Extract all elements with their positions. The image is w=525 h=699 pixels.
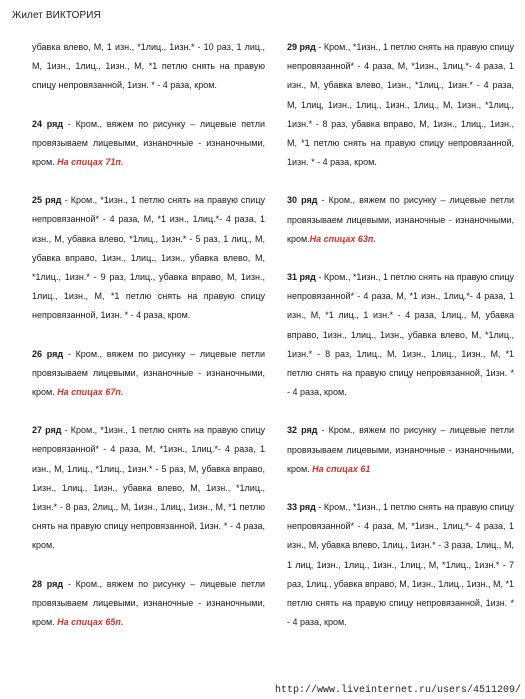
row-paragraph bbox=[32, 345, 265, 403]
row-paragraph bbox=[287, 268, 514, 402]
left-column bbox=[32, 38, 265, 651]
row-text: - Кром., *1изн., 1 петлю снять на правую спицу непровязанной* - 4 раза, М, *1 изн., 1лиц.*- 4 раза, 1 изн., М, убавка влево, *1лиц., 1изн.* - 5 раз, 1 лиц., М, убавка вправо, 1изн., 1лиц., 1изн., убавка влево, М, *1лиц., 1изн.* - 9 раз, 1лиц., убавка вправо, М, 1изн., 1лиц., 1изн., М, *1 петлю снять на правую спицу непровязанной, 1изн. * - 4 раза, кром. bbox=[32, 195, 265, 321]
row-label: 33 ряд bbox=[287, 502, 316, 513]
row-label: 30 ряд bbox=[287, 195, 318, 206]
row-paragraph bbox=[32, 38, 265, 96]
row-text: - Кром., вяжем по рисунку – лицевые петли провязываем лицевыми, изнаночные - изнаночными, кром. bbox=[32, 578, 265, 628]
row-paragraph bbox=[32, 421, 265, 555]
row-label: 31 ряд bbox=[287, 272, 316, 283]
row-text: убавка влево, М, 1 изн., *1лиц., 1изн.* - 10 раз, 1 лиц., М, 1изн., 1лиц., 1изн., М, *1 петлю снять на правую спицу непровязанной, 1изн. * - 4 раза, кром. bbox=[32, 42, 265, 91]
stitch-count: На спицах 65п. bbox=[57, 617, 124, 628]
row-text: - Кром., *1изн., 1 петлю снять на правую спицу непровязанной* - 4 раза, М, *1изн., 1лиц.*- 4 раза, 1 изн., М, 1лиц., *1лиц., 1изн.* - 5 раз, М, убавка вправо, 1изн., 1лиц., 1изн., убавка влево, М, 1изн., *1лиц., 1изн.* - 8 раз, 2лиц., М, 1изн., 1лиц., 1изн., М, *1 петлю снять на правую спицу непровязанной, 1изн. * - 4 раза, кром. bbox=[32, 425, 265, 551]
right-column bbox=[287, 38, 514, 651]
row-paragraph bbox=[287, 38, 514, 172]
row-label: 26 ряд bbox=[32, 348, 64, 359]
stitch-count: На спицах 61 bbox=[312, 463, 371, 474]
row-label: 32 ряд bbox=[287, 425, 318, 436]
row-paragraph bbox=[32, 115, 265, 173]
stitch-count: На спицах 71п. bbox=[57, 157, 124, 168]
row-paragraph bbox=[32, 191, 265, 325]
row-text: - Кром., вяжем по рисунку – лицевые петли провязываем лицевыми, изнаночные - изнаночными, кром. bbox=[287, 195, 515, 244]
row-text: - Кром., вяжем по рисунку – лицевые петли провязываем лицевыми, изнаночные - изнаночными, кром. bbox=[32, 348, 265, 398]
row-text: - Кром., *1изн., 1 петлю снять на правую спицу непровязанной* - 4 раза, М, *1 изн., 1лиц.*- 4 раза, 1 изн., М, *1 лиц., 1 изн.* - 4 раза, 1лиц., М, убавка вправо, 1изн., 1лиц., 1изн., убавка влево, М, *1лиц., 1изн.* - 8 раз, 1лиц., М, 1изн., 1лиц., 1изн., М, *1 петлю снять на правую спицу непровязанной, 1изн. * - 4 раза, кром. bbox=[287, 272, 514, 398]
row-label: 25 ряд bbox=[32, 195, 62, 206]
source-url-watermark: http://www.liveinternet.ru/users/4511209/ bbox=[274, 685, 521, 696]
stitch-count: На спицах 67п. bbox=[57, 387, 124, 398]
row-label: 24 ряд bbox=[32, 118, 64, 129]
row-text: - Кром., *1изн., 1 петлю снять на правую спицу непровязанной* - 4 раза, М, *1изн., 1лиц.*- 4 раза, 1 изн., М, убавка влево, 1изн., *1лиц., 1изн.* - 4 раза, М, 1лиц, 1изн., 1лиц., 1изн., 1лиц., М, 1изн., *1лиц., 1изн.* - 8 раз, убавка вправо, М, 1изн., 1лиц., 1изн., М, *1 петлю снять на правую спицу непровязанной, 1изн. * - 4 раза, кром. bbox=[287, 42, 514, 168]
row-paragraph bbox=[287, 421, 514, 479]
row-text: - Кром., вяжем по рисунку – лицевые петли провязываем лицевыми, изнаночные - изнаночными, кром. bbox=[32, 118, 265, 168]
row-label: 28 ряд bbox=[32, 578, 64, 589]
row-paragraph bbox=[287, 498, 514, 632]
document-header: Жилет ВИКТОРИЯ bbox=[12, 10, 101, 21]
row-paragraph bbox=[32, 575, 265, 633]
stitch-count: На спицах 63п. bbox=[309, 233, 376, 244]
row-label: 29 ряд bbox=[287, 42, 316, 52]
row-paragraph bbox=[287, 191, 514, 249]
row-text: - Кром., вяжем по рисунку – лицевые петли провязываем лицевыми, изнаночные - изнаночными, кром. bbox=[287, 425, 515, 474]
row-label: 27 ряд bbox=[32, 425, 62, 436]
row-text: - Кром., *1изн., 1 петлю снять на правую спицу непровязанной* - 4 раза, М, *1изн., 1лиц.*- 4 раза, 1 изн., М, убавка влево, 1лиц., 1изн.* - 3 раза, 1лиц., М, 1 лиц, 1изн., 1лиц., 1изн., 1лиц., М, *1лиц., 1изн.* - 7 раз, 1лиц., убавка вправо, М, 1изн., 1лиц., 1изн., М, *1 петлю снять на правую спицу непровязанной, 1изн. * - 4 раза, кром. bbox=[287, 502, 515, 628]
